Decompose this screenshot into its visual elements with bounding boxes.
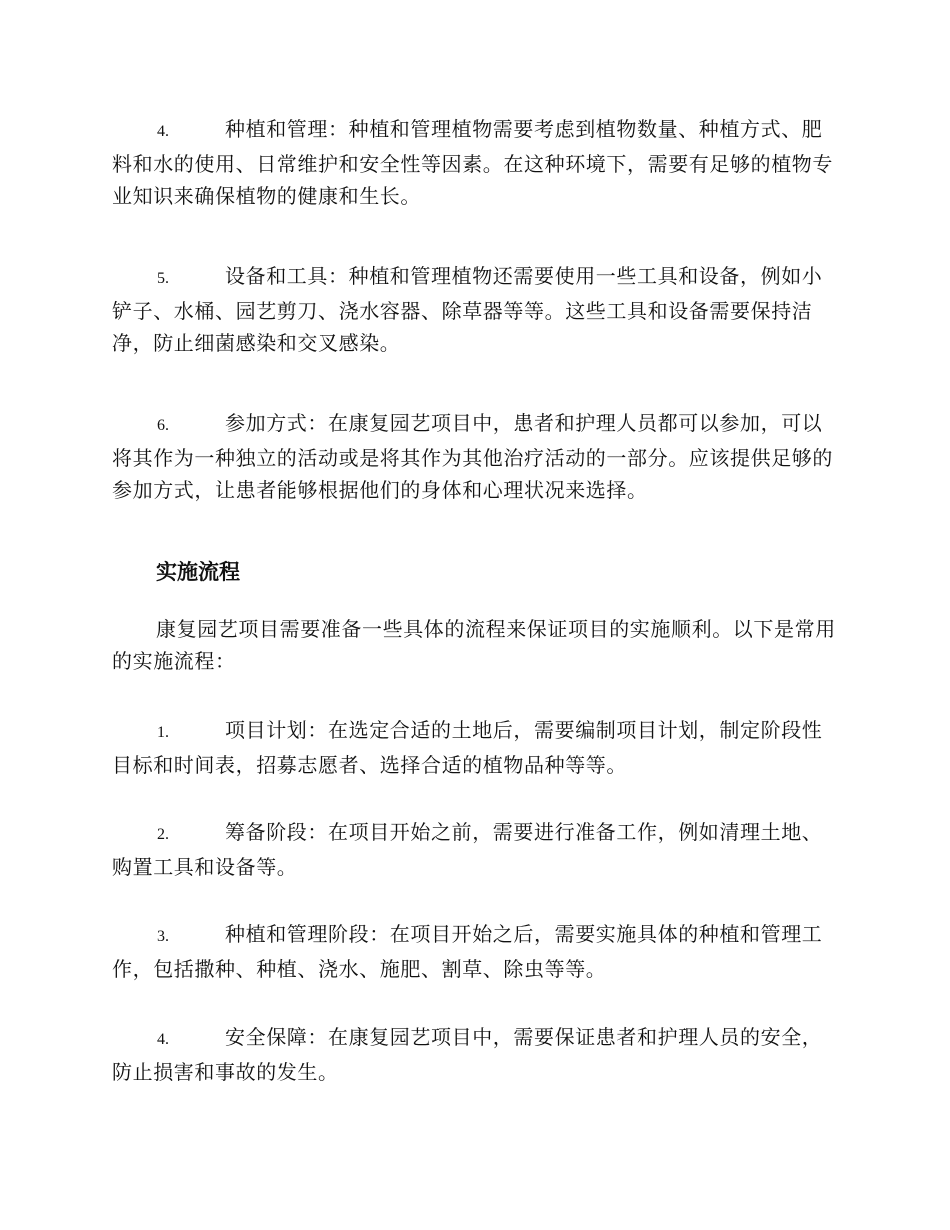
list-number: 2. [157, 826, 169, 843]
list-text: 筹备阶段：在项目开始之前，需要进行准备工作，例如清理土地、购置工具和设备等。 [112, 820, 823, 879]
list-number: 1. [157, 724, 169, 741]
list-item [112, 918, 842, 985]
list-item [112, 113, 842, 212]
list-item [112, 1021, 842, 1088]
list-text: 参加方式：在康复园艺项目中，患者和护理人员都可以参加，可以将其作为一种独立的活动或是将其作为其他治疗活动的一部分。应该提供足够的参加方式，让患者能够根据他们的身体和心理状况来选择。 [112, 411, 833, 502]
list-text: 安全保障：在康复园艺项目中，需要保证患者和护理人员的安全，防止损害和事故的发生。 [112, 1025, 823, 1084]
list-text: 种植和管理阶段：在项目开始之后，需要实施具体的种植和管理工作，包括撒种、种植、浇水、施肥、割草、除虫等等。 [112, 922, 823, 981]
list-item [112, 816, 842, 883]
section-intro: 康复园艺项目需要准备一些具体的流程来保证项目的实施顺利。以下是常用的实施流程： [112, 617, 836, 673]
list-item [112, 714, 842, 781]
list-text: 设备和工具：种植和管理植物还需要使用一些工具和设备，例如小铲子、水桶、园艺剪刀、浇水容器、除草器等等。这些工具和设备需要保持洁净，防止细菌感染和交叉感染。 [112, 264, 823, 355]
list-item [112, 260, 842, 359]
list-text: 项目计划：在选定合适的土地后，需要编制项目计划，制定阶段性目标和时间表，招募志愿者、选择合适的植物品种等等。 [112, 718, 823, 777]
list-number: 5. [157, 270, 169, 287]
list-text: 种植和管理：种植和管理植物需要考虑到植物数量、种植方式、肥料和水的使用、日常维护和安全性等因素。在这种环境下，需要有足够的植物专业知识来确保植物的健康和生长。 [112, 117, 833, 208]
list-number: 3. [157, 928, 169, 945]
list-number: 6. [157, 417, 169, 434]
list-number: 4. [157, 123, 169, 140]
list-number: 4. [157, 1031, 169, 1048]
list-item [112, 407, 842, 506]
section-heading: 实施流程 [156, 560, 240, 584]
